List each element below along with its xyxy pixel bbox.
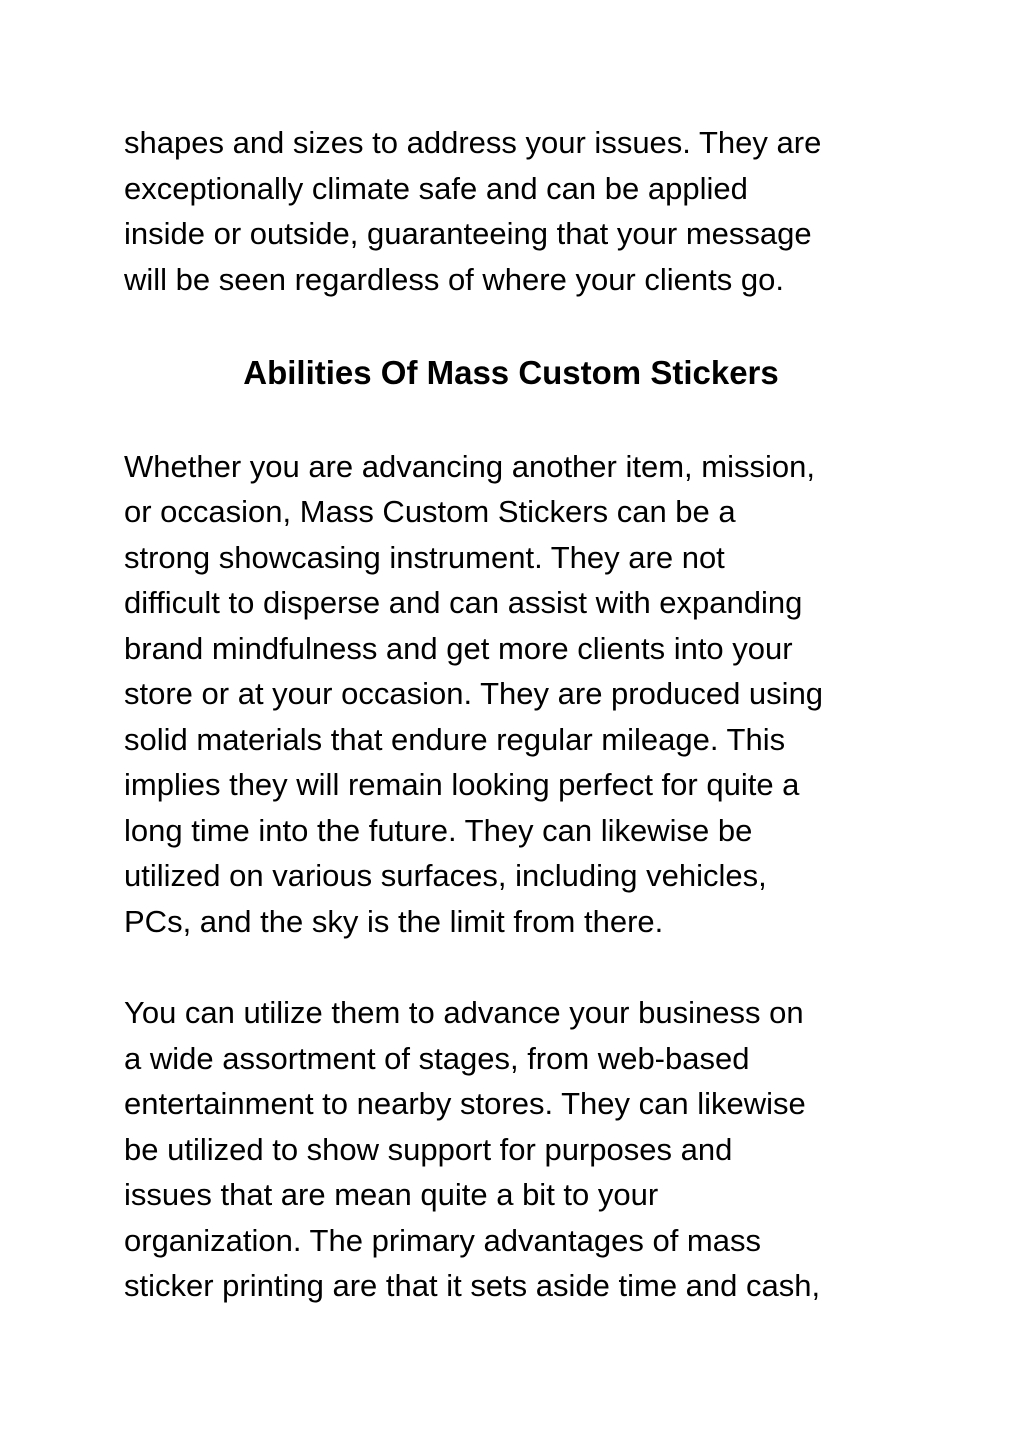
text-line: sticker printing are that it sets aside time and cash, [124, 1268, 821, 1303]
text-line: issues that are mean quite a bit to your [124, 1177, 659, 1212]
body-paragraph-2 [124, 990, 914, 1309]
text-line: Whether you are advancing another item, mission, [124, 448, 815, 484]
text-line: will be seen regardless of where your clients go. [124, 261, 784, 297]
text-line: or occasion, Mass Custom Stickers can be a [124, 494, 736, 529]
document-page [124, 120, 914, 1309]
text-line: long time into the future. They can likewise be [124, 812, 753, 848]
text-line: utilized on various surfaces, including vehicles, [124, 858, 767, 893]
text-line: implies they will remain looking perfect for quite a [124, 767, 800, 802]
text-line: You can utilize them to advance your business on [124, 995, 804, 1030]
text-line: strong showcasing instrument. They are not [124, 539, 725, 575]
text-line: brand mindfulness and get more clients into your [124, 630, 793, 666]
text-line: organization. The primary advantages of mass [124, 1222, 761, 1258]
text-line: a wide assortment of stages, from web-based [124, 1040, 750, 1076]
text-line: be utilized to show support for purposes and [124, 1131, 733, 1167]
text-line: difficult to disperse and can assist with expanding [124, 585, 803, 620]
text-line: shapes and sizes to address your issues. They are [124, 125, 822, 160]
text-line: store or at your occasion. They are produced using [124, 676, 824, 711]
text-line: inside or outside, guaranteeing that your message [124, 216, 812, 251]
text-line: entertainment to nearby stores. They can likewise [124, 1086, 806, 1121]
text-line: solid materials that endure regular mileage. This [124, 721, 786, 757]
intro-paragraph [124, 120, 914, 302]
body-paragraph-1 [124, 444, 914, 945]
text-line: exceptionally climate safe and can be applied [124, 170, 748, 206]
text-line: PCs, and the sky is the limit from there. [124, 903, 664, 939]
section-heading: Abilities Of Mass Custom Stickers [243, 354, 779, 391]
